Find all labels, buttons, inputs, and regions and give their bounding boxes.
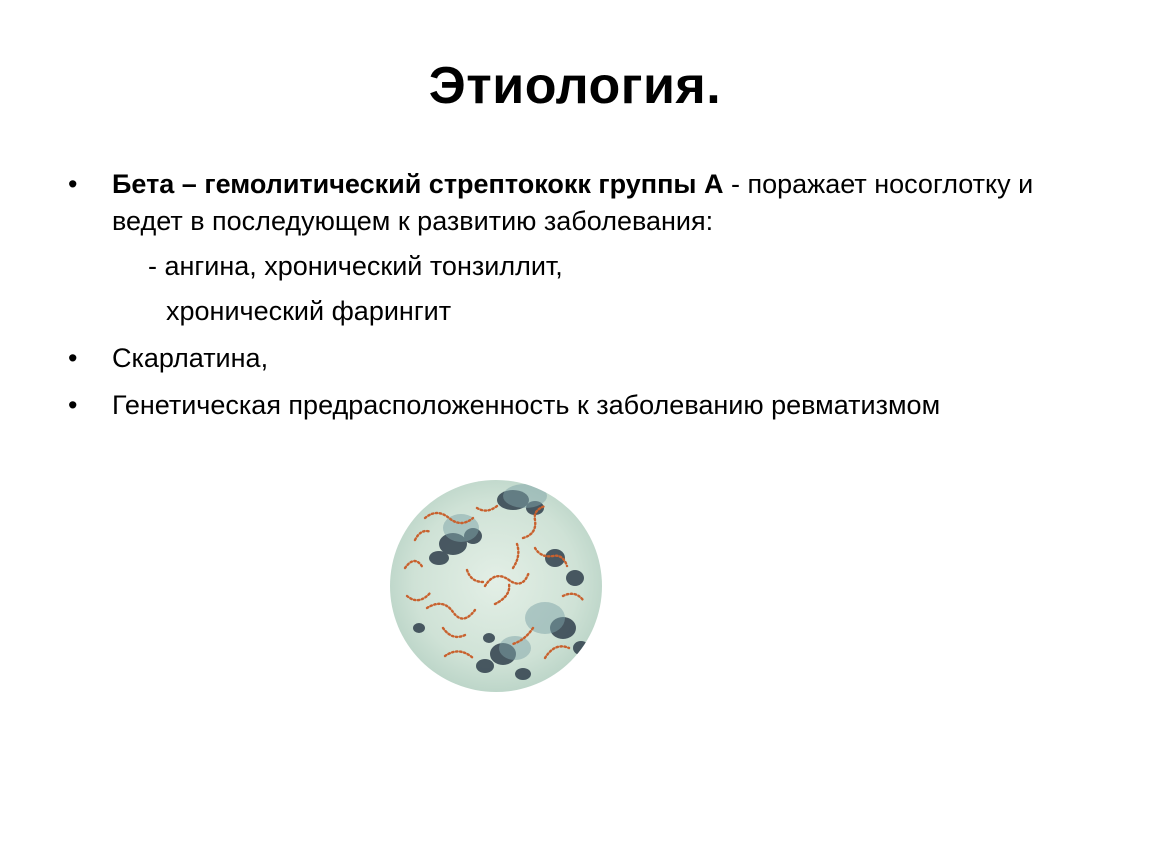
bullet-marker: • — [68, 169, 78, 199]
sub-line-angina: - ангина, хронический тонзиллит, — [148, 251, 563, 281]
bullet-bold-term: Бета – гемолитический стрептококк группы А — [112, 169, 724, 199]
bullet-item-genetic — [68, 387, 1068, 424]
bullet-marker: • — [68, 343, 78, 373]
bullet-marker: • — [68, 390, 78, 420]
page-title: Этиология. — [428, 57, 722, 115]
bullet-item-scarlet-fever — [68, 340, 1068, 377]
bullet-item-streptococcus — [68, 166, 1068, 240]
bullet-text: Скарлатина, — [112, 343, 269, 373]
bullet-list — [68, 166, 1068, 424]
bullet-text: Генетическая предрасположенность к заболеванию ревматизмом — [112, 390, 941, 420]
bullet-text: - поражает носоглотку и ведет в последующем к развитию заболевания: — [112, 169, 1034, 236]
streptococcus-micrograph — [385, 478, 613, 698]
sub-line-pharyngitis: хронический фарингит — [166, 296, 452, 326]
